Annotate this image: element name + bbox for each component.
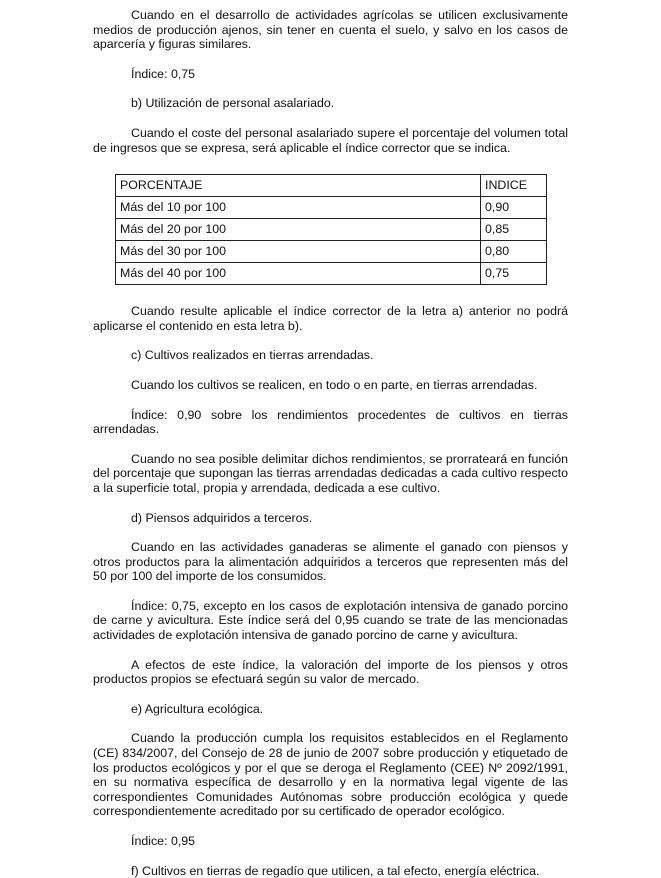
cell-porcentaje: Más del 40 por 100 [116,263,481,285]
cell-porcentaje: Más del 10 por 100 [116,197,481,219]
table-row [116,241,547,263]
paragraph-reglamento: Cuando la producción cumpla los requisitos establecidos en el Reglamento (CE) 834/2007, del Consejo de 28 de junio de 2007 sobre producción y etiquetado de los productos ecológicos y por el que se deroga el Reglamento (CEE) Nº 2092/1991, en su normativa específica de desarrollo y en la normativa legal vigente de las correspondientes Comunidades Autónomas sobre producción ecológica y quede correspondientemente acreditado por su certificado de operador ecológico. [93,731,568,819]
paragraph-indice-letra-a: Cuando resulte aplicable el índice corrector de la letra a) anterior no podrá aplicarse el contenido en esta letra b). [93,304,568,333]
header-porcentaje: PORCENTAJE [116,175,481,197]
paragraph-indice-075: Índice: 0,75 [131,66,196,81]
section-heading-b: b) Utilización de personal asalariado. [131,96,335,111]
paragraph-valoracion: A efectos de este índice, la valoración del importe de los piensos y otros productos propios se efectuará según su valor de mercado. [93,657,568,687]
cell-indice: 0,85 [481,219,547,241]
paragraph-indice-095: Índice: 0,95 [131,834,196,848]
table-row [116,219,547,241]
paragraph-indice-porcino: Índice: 0,75, excepto en los casos de explotación intensiva de ganado porcino de carne y avicultura. Este índice será del 0,95 cuando se trate de las mencionadas actividades de explotación intensiva de ganado porcino de carne y avicultura. [93,598,568,643]
section-heading-e: e) Agricultura ecológica. [131,701,264,716]
table-header-row [116,175,547,197]
header-indice: INDICE [481,175,547,197]
section-heading-d: d) Piensos adquiridos a terceros. [131,510,313,525]
cell-porcentaje: Más del 20 por 100 [116,219,481,241]
document-page [93,8,568,878]
cell-indice: 0,90 [481,197,547,219]
paragraph-prorrateo: Cuando no sea posible delimitar dichos rendimientos, se prorrateará en función del porcentaje que supongan las tierras arrendadas dedicadas a cada cultivo respecto a la superficie total, propia y arrendada, dedicada a ese cultivo. [93,451,568,495]
paragraph-indice-090: Índice: 0,90 sobre los rendimientos procedentes de cultivos en tierras arrendadas. [93,407,568,437]
cell-indice: 0,80 [481,241,547,263]
indice-table [115,174,547,285]
table-row [116,197,547,219]
paragraph-personal-asalariado: Cuando el coste del personal asalariado supere el porcentaje del volumen total de ingresos que se expresa, será aplicable el índice corrector que se indica. [93,125,568,155]
paragraph-medios-ajenos: Cuando en el desarrollo de actividades agrícolas se utilicen exclusivamente medios de producción ajenos, sin tener en cuenta el suelo, y salvo en los casos de aparcería y figuras similares. [93,8,568,52]
cell-porcentaje: Más del 30 por 100 [116,241,481,263]
paragraph-piensos: Cuando en las actividades ganaderas se alimente el ganado con piensos y otros productos para la alimentación adquiridos a terceros que representen más del 50 por 100 del importe de los consumidos. [93,540,568,584]
paragraph-tierras-arrendadas: Cuando los cultivos se realicen, en todo o en parte, en tierras arrendadas. [131,377,538,392]
table-row [116,263,547,285]
section-heading-f: f) Cultivos en tierras de regadío que utilicen, a tal efecto, energía eléctrica. [131,863,540,878]
cell-indice: 0,75 [481,263,547,285]
section-heading-c: c) Cultivos realizados en tierras arrendadas. [131,348,374,363]
